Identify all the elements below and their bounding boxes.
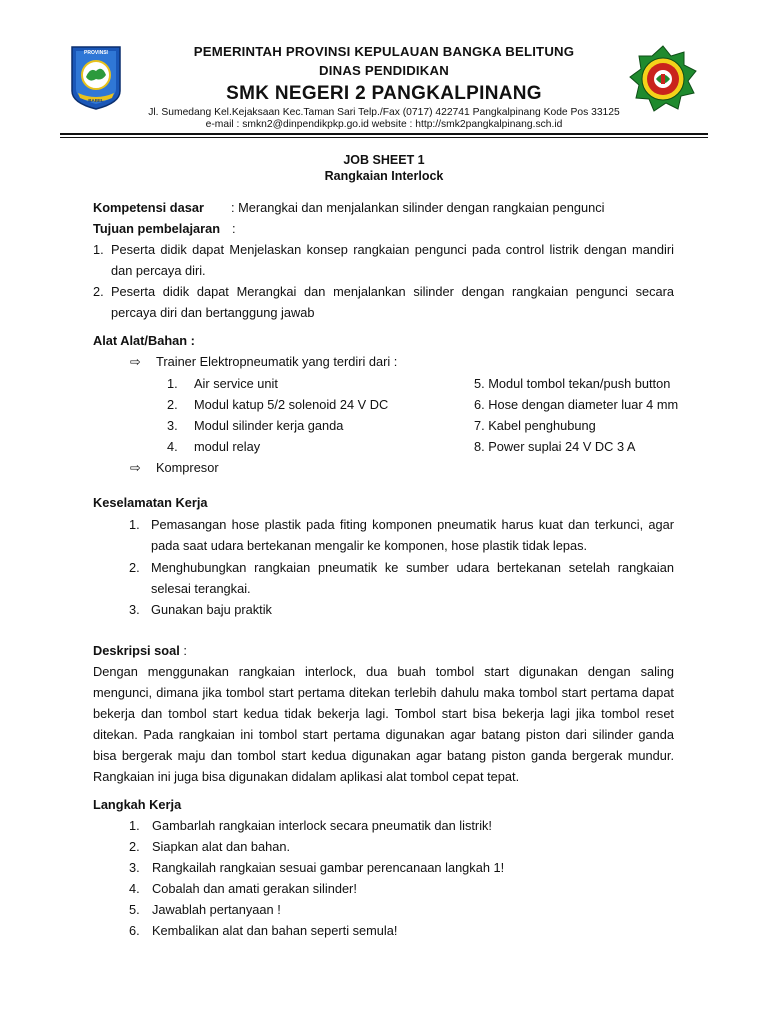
deskripsi-label: Deskripsi soal	[93, 643, 180, 658]
alat-label: Alat Alat/Bahan :	[93, 333, 195, 348]
langkah-item-number: 4.	[129, 881, 140, 896]
tujuan-item-line: Peserta didik dapat Menjelaskan konsep rangkaian pengunci pada control listrik dengan mandiri	[111, 242, 674, 257]
tujuan-colon: :	[232, 221, 236, 236]
jobsheet-subtitle: Rangkaian Interlock	[324, 169, 444, 183]
deskripsi-line: ditekan. Pada rangkaian ini tombol start pertama digunakan agar batang piston dari silinder ganda	[93, 727, 674, 742]
alat-trainer: Trainer Elektropneumatik yang terdiri dari :	[156, 354, 398, 369]
deskripsi-line: bisa bergerak maju dan tombol start kedua digunakan agar batang piston ganda bergerak mundur.	[93, 748, 674, 763]
tujuan-label: Tujuan pembelajaran	[93, 221, 221, 236]
deskripsi-line: Dengan menggunakan rangkaian interlock, dua buah tombol start digunakan dengan saling	[93, 664, 674, 679]
alat-item: Modul katup 5/2 solenoid 24 V DC	[194, 397, 389, 412]
deskripsi-colon: :	[179, 643, 187, 658]
province-logo-banner: BABEL	[88, 98, 104, 103]
header-government: PEMERINTAH PROVINSI KEPULAUAN BANGKA BELITUNG	[193, 44, 575, 59]
tujuan-item-line: dan percaya diri.	[111, 263, 206, 278]
langkah-item: Gambarlah rangkaian interlock secara pneumatik dan listrik!	[152, 818, 492, 833]
alat-item-number: 1.	[167, 376, 178, 391]
alat-item: 8. Power suplai 24 V DC 3 A	[474, 439, 636, 454]
alat-item-number: 2.	[167, 397, 178, 412]
langkah-item: Jawablah pertanyaan !	[152, 902, 281, 917]
langkah-item: Rangkailah rangkaian sesuai gambar perencanaan langkah 1!	[152, 860, 505, 875]
tujuan-item-line: percaya diri dan bertanggung jawab	[111, 305, 315, 320]
keselamatan-item-number: 3.	[129, 602, 140, 617]
keselamatan-label: Keselamatan Kerja	[93, 495, 208, 510]
langkah-item-number: 3.	[129, 860, 140, 875]
langkah-item-number: 1.	[129, 818, 140, 833]
header-divider-thick	[60, 133, 708, 135]
alat-item: modul relay	[194, 439, 261, 454]
alat-item: 6. Hose dengan diameter luar 4 mm	[474, 397, 679, 412]
header-department: DINAS PENDIDIKAN	[319, 63, 449, 78]
alat-kompresor: Kompresor	[156, 460, 219, 475]
header-school-name: SMK NEGERI 2 PANGKALPINANG	[226, 83, 542, 104]
alat-item: Air service unit	[194, 376, 278, 391]
alat-item: 5. Modul tombol tekan/push button	[474, 376, 671, 391]
tujuan-item-number: 2.	[93, 284, 104, 299]
alat-item-number: 4.	[167, 439, 178, 454]
alat-item: Modul silinder kerja ganda	[194, 418, 344, 433]
keselamatan-item-line: Gunakan baju praktik	[151, 602, 272, 617]
arrow-icon: ⇨	[130, 460, 141, 475]
deskripsi-heading	[93, 643, 187, 659]
keselamatan-item-line: pada saat udara bertekanan mengalir ke komponen, hose plastik tidak lepas.	[151, 538, 588, 553]
province-logo-text: PROVINSI	[84, 50, 108, 56]
arrow-icon: ⇨	[130, 354, 141, 369]
tujuan-item-number: 1.	[93, 242, 104, 257]
langkah-item: Kembalikan alat dan bahan seperti semula!	[152, 923, 398, 938]
deskripsi-line: mengunci, dimana jika tombol start pertama ditekan terlebih dahulu maka tombol start pertama dapat	[93, 685, 674, 700]
tujuan-item-line: Peserta didik dapat Merangkai dan menjalankan silinder dengan rangkaian pengunci secara	[111, 284, 674, 299]
alat-item-number: 3.	[167, 418, 178, 433]
langkah-item: Cobalah dan amati gerakan silinder!	[152, 881, 357, 896]
keselamatan-item-line: Menghubungkan rangkaian pneumatik ke sumber udara bertekanan setelah rangkaian	[151, 560, 674, 575]
header-contact: e-mail : smkn2@dinpendikpkp.go.id website : http://smk2pangkalpinang.sch.id	[205, 119, 563, 130]
kompetensi-value: : Merangkai dan menjalankan silinder dengan rangkaian pengunci	[231, 200, 605, 215]
langkah-label: Langkah Kerja	[93, 797, 182, 812]
header-divider-thin	[60, 137, 708, 138]
deskripsi-line: Rangkaian ini juga bisa digunakan didalam aplikasi alat tombol cepat tepat.	[93, 769, 520, 784]
alat-item: 7. Kabel penghubung	[474, 418, 596, 433]
langkah-item-number: 5.	[129, 902, 140, 917]
jobsheet-title: JOB SHEET 1	[343, 153, 425, 167]
keselamatan-item-number: 2.	[129, 560, 140, 575]
langkah-item-number: 2.	[129, 839, 140, 854]
header-address: Jl. Sumedang Kel.Kejaksaan Kec.Taman Sari Telp./Fax (0717) 422741 Pangkalpinang Kode Pos 33125	[148, 107, 620, 118]
keselamatan-item-number: 1.	[129, 517, 140, 532]
kompetensi-label: Kompetensi dasar	[93, 200, 204, 215]
langkah-item-number: 6.	[129, 923, 140, 938]
deskripsi-line: bekerja dan tombol start kedua tidak bekerja lagi. Tombol start bisa bekerja lagi jika tombol reset	[93, 706, 674, 721]
keselamatan-item-line: selesai terangkai.	[151, 581, 251, 596]
keselamatan-item-line: Pemasangan hose plastik pada fiting komponen pneumatik harus kuat dan terkunci, agar	[151, 517, 674, 532]
langkah-item: Siapkan alat dan bahan.	[152, 839, 291, 854]
